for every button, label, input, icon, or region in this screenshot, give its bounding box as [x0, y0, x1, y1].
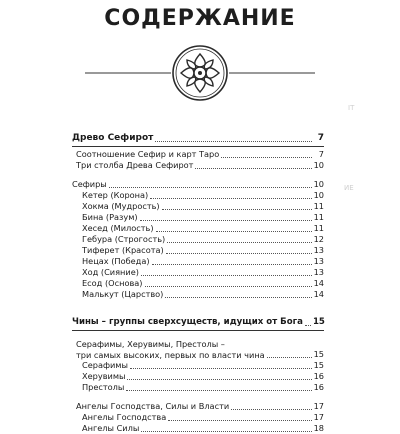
toc-entry [72, 190, 324, 201]
dot-leader [145, 286, 312, 287]
toc-page-number: 11 [313, 223, 324, 233]
dot-leader [130, 368, 312, 369]
toc-entry [72, 278, 324, 289]
toc-page-number: 15 [312, 317, 325, 327]
toc-entry-label-line: три самых высоких, первых по власти чина [76, 349, 265, 360]
toc-entry-label: Сефиры [72, 179, 107, 189]
dot-leader [221, 157, 312, 158]
toc-entry [72, 245, 324, 256]
toc-entry-label: Престолы [82, 382, 125, 392]
toc-entry [72, 412, 324, 423]
toc-page-number: 14 [313, 289, 324, 299]
toc-entry-label: Серафимы [82, 360, 128, 370]
dot-leader [141, 431, 311, 432]
toc-entry-label: Древо Сефирот [72, 133, 154, 143]
table-of-contents [72, 132, 324, 434]
toc-entry [72, 256, 324, 267]
toc-entry [72, 423, 324, 434]
toc-page-number: 13 [313, 245, 324, 255]
toc-page-number: 17 [313, 401, 324, 411]
toc-entry-label: Кетер (Корона) [82, 190, 149, 200]
toc-page-number: 14 [313, 278, 324, 288]
dot-leader [127, 379, 311, 380]
toc-entry [72, 371, 324, 382]
toc-entry [72, 179, 324, 190]
dot-leader [195, 168, 311, 169]
toc-page-number: 12 [313, 234, 324, 244]
toc-entry [72, 382, 324, 393]
toc-page-number: 7 [317, 133, 324, 143]
toc-entry [72, 212, 324, 223]
toc-entry [72, 234, 324, 245]
toc-page-number: 16 [313, 382, 324, 392]
bleed-through-text: ИЕ [344, 184, 354, 192]
toc-entry [72, 401, 324, 412]
toc-page-number: 15 [313, 360, 324, 370]
toc-page-number: 11 [313, 212, 324, 222]
dot-leader [166, 253, 312, 254]
dot-leader [167, 242, 311, 243]
dot-leader [141, 275, 312, 276]
toc-entry [72, 360, 324, 371]
toc-entry-label: Бина (Разум) [82, 212, 138, 222]
dot-leader [126, 390, 311, 391]
toc-page-number: 13 [313, 267, 324, 277]
toc-entry-label: Три столба Древа Сефирот [76, 160, 194, 170]
toc-page-number: 16 [313, 371, 324, 381]
dot-leader [231, 409, 311, 410]
dot-leader [168, 420, 311, 421]
toc-entry [72, 289, 324, 300]
toc-entry-label: Соотношение Сефир и карт Таро [76, 149, 220, 159]
toc-entry [72, 317, 324, 328]
dot-leader [150, 198, 311, 199]
dot-leader [156, 231, 312, 232]
celtic-knot-ornament-icon [85, 44, 315, 102]
toc-entry-label-line: Серафимы, Херувимы, Престолы – [76, 339, 225, 349]
dot-leader [305, 325, 311, 326]
bleed-through-text: IT [348, 104, 355, 112]
dot-leader [140, 220, 312, 221]
toc-page-number: 10 [313, 160, 324, 170]
toc-page-number: 13 [313, 256, 324, 266]
dot-leader [152, 264, 312, 265]
toc-entry-label: Ангелы Господства, Силы и Власти [76, 401, 230, 411]
toc-entry [72, 149, 324, 160]
dot-leader [155, 141, 312, 142]
toc-entry-label: Гебура (Строгость) [82, 234, 166, 244]
dot-leader [267, 357, 312, 358]
toc-entry-label [76, 339, 265, 360]
toc-entry [72, 201, 324, 212]
toc-entry-label: Ход (Сияние) [82, 267, 139, 277]
toc-entry-label: Есод (Основа) [82, 278, 143, 288]
page-title: СОДЕРЖАНИЕ [104, 6, 296, 31]
heading-rule [72, 146, 324, 147]
toc-page-number: 11 [313, 201, 324, 211]
toc-page-number: 10 [313, 190, 324, 200]
toc-page-number: 15 [313, 349, 324, 359]
toc-entry [72, 132, 324, 144]
toc-entry-label: Хесед (Милость) [82, 223, 154, 233]
toc-page-number: 17 [313, 412, 324, 422]
toc-entry-label: Хокма (Мудрость) [82, 201, 160, 211]
dot-leader [162, 209, 312, 210]
toc-entry-label: Малькут (Царство) [82, 289, 164, 299]
heading-rule [72, 330, 324, 331]
toc-entry [72, 160, 324, 171]
toc-entry-label: Нецах (Победа) [82, 256, 150, 266]
toc-entry [72, 267, 324, 278]
toc-entry [72, 223, 324, 234]
toc-entry-label: Чины – группы сверхсуществ, идущих от Бога [72, 317, 303, 327]
toc-entry-label: Херувимы [82, 371, 126, 381]
toc-page-number: 7 [318, 149, 324, 159]
dot-leader [109, 187, 312, 188]
toc-page-number: 10 [313, 179, 324, 189]
toc-entry [72, 339, 324, 360]
toc-entry-label: Ангелы Господства [82, 412, 167, 422]
dot-leader [165, 297, 311, 298]
toc-entry-label: Тиферет (Красота) [82, 245, 164, 255]
toc-entry-label: Ангелы Силы [82, 423, 140, 433]
toc-page-number: 18 [313, 423, 324, 433]
